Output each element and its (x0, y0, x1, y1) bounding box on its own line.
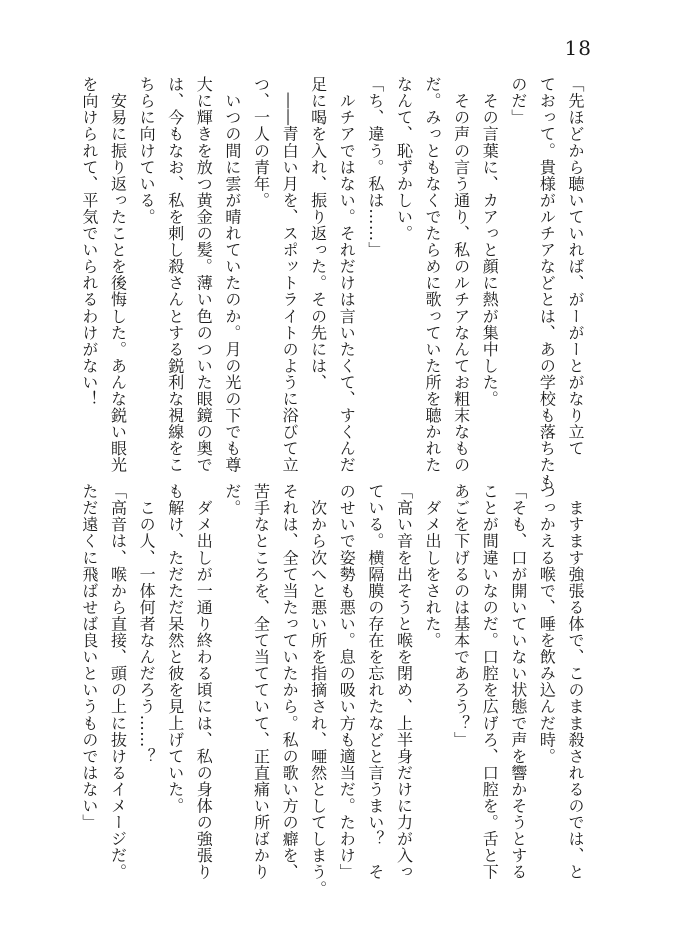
text-line: 「高音は、喉から直接、頭の上に抜けるイメージだ。 (108, 483, 128, 881)
text-line: ている。横隔膜の存在を忘れたなどと言うまい？ そ (365, 483, 385, 881)
text-line: ダメ出しをされた。 (423, 483, 443, 649)
text-line: 「そも、口が開いていない状態で声を響かそうとする (508, 483, 528, 881)
text-line: それは、全て当たっていたから。私の歌い方の癖を、 (280, 483, 300, 881)
text-line: ――青白い月を、スポットライトのように浴びて立 (280, 76, 300, 474)
text-line: あごを下げるのは基本であろう？」 (451, 483, 471, 748)
text-line: その言葉に、カアっと顔に熱が集中した。 (480, 76, 500, 407)
text-line: も解け、ただただ呆然と彼を見上げていた。 (165, 483, 185, 814)
text-line: 「先ほどから聴いていれば、がーがーとがなり立て (566, 76, 585, 457)
text-line: ちらに向けている。 (137, 76, 157, 225)
text-line: いつの間に雲が晴れていたのか。月の光の下でも尊 (222, 76, 242, 474)
top-text-block (79, 76, 589, 490)
text-line: なんて、恥ずかしい。 (394, 76, 414, 242)
text-line: その声の言う通り、私のルチアなんてお粗末なもの (451, 76, 471, 474)
text-line: つ、一人の青年。 (251, 76, 271, 209)
text-line: 次から次へと悪い所を指摘され、唖然としてしまう。 (308, 483, 328, 897)
text-line: を向けられて、平気でいられるわけがない！ (79, 76, 99, 407)
text-line: ますます強張る体で、このまま殺されるのでは、と (566, 483, 585, 881)
text-line: だ。 (222, 483, 242, 517)
text-line: この人、一体何者なんだろう……？ (137, 483, 157, 765)
text-line: ておって。貴様がルチアなどとは、あの学校も落ちたも (537, 76, 557, 490)
text-line: 安易に振り返ったことを後悔した。あんな鋭い眼光 (108, 76, 128, 474)
text-line: 「ち、違う。私は……」 (365, 76, 385, 259)
text-line: ダメ出しが一通り終わる頃には、私の身体の強張り (194, 483, 214, 881)
text-line: 「高い音を出そうと喉を閉め、上半身だけに力が入っ (394, 483, 414, 881)
text-line: のせいで姿勢も悪い。息の吸い方も適当だ。たわけ」 (337, 483, 357, 881)
text-line: つっかえる喉で、唾を飲み込んだ時。 (537, 483, 557, 765)
text-line: ただ遠くに飛ばせば良いというものではない」 (79, 483, 99, 831)
text-line: ことが間違いなのだ。口腔を広げろ、口腔を。舌と下 (480, 483, 500, 881)
text-line: 苦手なところを、全て当てていて、正直痛い所ばかり (251, 483, 271, 881)
bottom-text-block (79, 483, 589, 897)
text-line: ルチアではない。それだけは言いたくて、すくんだ (337, 76, 357, 474)
text-line: のだ」 (508, 76, 528, 126)
page-number: 18 (564, 36, 592, 60)
text-line: 足に喝を入れ、振り返った。その先には、 (308, 76, 328, 391)
text-line: は、今もなお、私を刺し殺さんとする鋭利な視線をこ (165, 76, 185, 474)
text-line: だ。みっともなくでたらめに歌っていた所を聴かれた (423, 76, 443, 474)
text-line: 大に輝きを放つ黄金の髪。薄い色のついた眼鏡の奥で (194, 76, 214, 474)
